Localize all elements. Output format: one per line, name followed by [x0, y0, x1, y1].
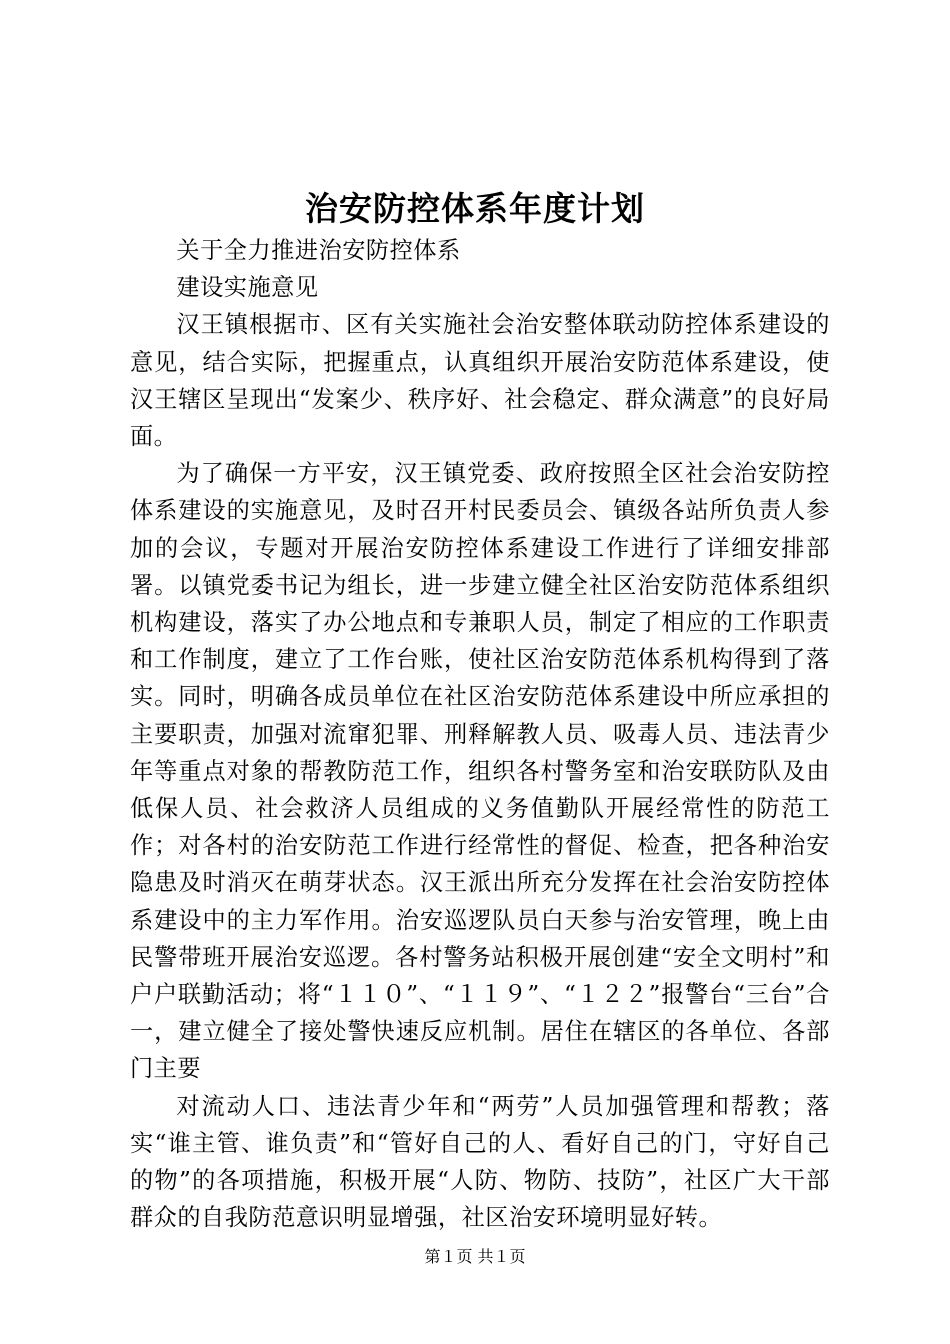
paragraph-intro: 汉王镇根据市、区有关实施社会治安整体联动防控体系建设的意见，结合实际，把握重点，认真组织开展治安防范体系建设，使汉王辖区呈现出“发案少、秩序好、社会稳定、群众满意”的良好局面。	[130, 311, 830, 451]
heading-line-2: 建设实施意见	[176, 274, 319, 302]
document-body	[130, 232, 830, 1236]
heading-line-1: 关于全力推进治安防控体系	[176, 237, 461, 264]
page-footer: 第１页 共１页	[424, 1247, 526, 1266]
paragraph-measures: 为了确保一方平安，汉王镇党委、政府按照全区社会治安防控体系建设的实施意见，及时召开村民委员会、镇级各站所负责人参加的会议，专题对开展治安防控体系建设工作进行了详细安排部署。以镇党委书记为组长，进一步建立健全社区治安防范体系组织机构建设，落实了办公地点和专兼职人员，制定了相应的工作职责和工作制度，建立了工作台账，使社区治安防范体系机构得到了落实。同时，明确各成员单位在社区治安防范体系建设中所应承担的主要职责，加强对流窜犯罪、刑释解教人员、吸毒人员、违法青少年等重点对象的帮教防范工作，组织各村警务室和治安联防队及由低保人员、社会救济人员组成的义务值勤队开展经常性的防范工作；对各村的治安防范工作进行经常性的督促、检查，把各种治安隐患及时消灭在萌芽状态。汉王派出所充分发挥在社会治安防控体系建设中的主力军作用。治安巡逻队员白天参与治安管理，晚上由民警带班开展治安巡逻。各村警务站积极开展创建“安全文明村”和户户联勤活动；将“１１０”、“１１９”、“１２２”报警台“三台”合一，建立健全了接处警快速反应机制。居住在辖区的各单位、各部门主要	[130, 460, 830, 1083]
document-title: 治安防控体系年度计划	[305, 189, 645, 228]
paragraph-results: 对流动人口、违法青少年和“两劳”人员加强管理和帮教；落实“谁主管、谁负责”和“管好自己的人、看好自己的门，守好自己的物”的各项措施，积极开展“人防、物防、技防”，社区广大干部群众的自我防范意识明显增强，社区治安环境明显好转。	[130, 1092, 830, 1232]
